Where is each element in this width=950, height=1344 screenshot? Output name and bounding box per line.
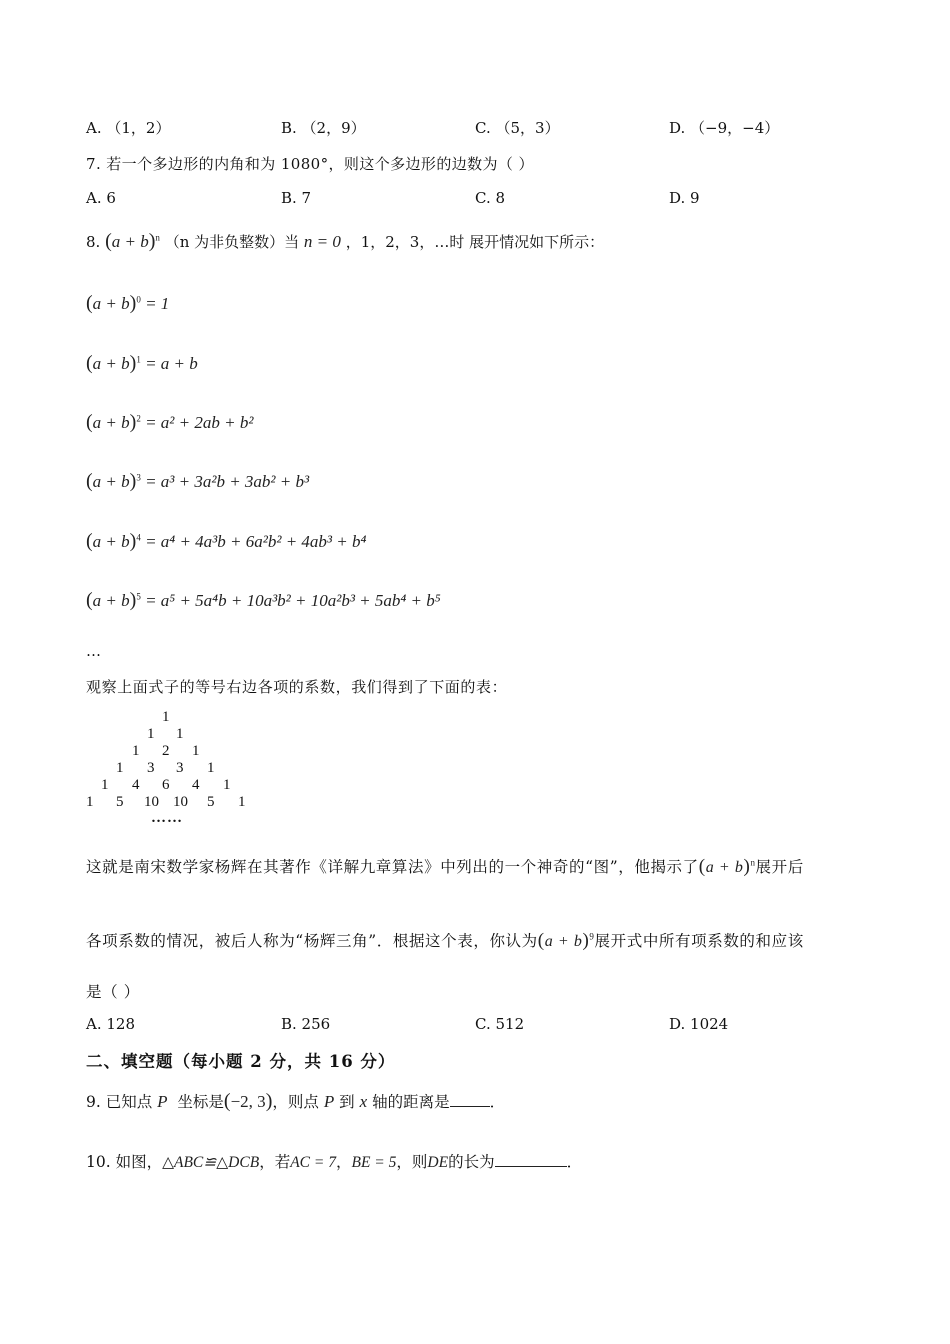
q8-option-d: D. 1024 [669,1015,729,1033]
q7-option-c: C. 8 [475,189,506,207]
q8-option-b: B. 256 [281,1015,331,1033]
q9-stem: 9. 已知点 P 坐标是(−2, 3)，则点 P 到 x 轴的距离是 ． [86,1090,506,1112]
triangle-cell: 1 [101,777,109,793]
triangle-dots: …… [151,810,183,826]
expansion-2: $(a + b)^2 = a^2 + 2ab + b^2$ [86,411,254,433]
q10-stem: 10. 如图，△ABC≌△DCB，若AC = 7，BE = 5，则DE的长为 ． [86,1153,583,1171]
q8-number: 8. [86,233,101,251]
expansion-ellipsis: … [86,642,101,660]
triangle-cell: 5 [116,794,124,810]
q7-option-b: B. 7 [281,189,312,207]
triangle-cell: 2 [162,743,170,759]
yanghui-paragraph-line1: 这就是南宋数学家杨辉在其著作《详解九章算法》中列出的一个神奇的“图”，他揭示了$(a + b)^n$展开后 [86,856,804,877]
triangle-cell: 4 [132,777,140,793]
q7-option-d: D. 9 [669,189,700,207]
expansion-3: $(a + b)^3 = a^3 + 3a^2b + 3ab^2 + b^3$ [86,470,310,492]
q8-stem-middle: （n 为非负整数）当 [164,233,300,251]
q8-option-c: C. 512 [475,1015,525,1033]
q7-option-a: A. 6 [86,189,116,207]
q6-option-c: C. （5，3） [475,119,560,137]
triangle-cell: 1 [132,743,140,759]
observe-text: 观察上面式子的等号右边各项的系数，我们得到了下面的表： [86,678,508,696]
q9-answer-blank[interactable] [450,1092,490,1107]
triangle-cell: 1 [207,760,215,776]
triangle-cell: 3 [176,760,184,776]
triangle-cell: 1 [192,743,200,759]
section-heading: 二、填空题（每小题 2 分，共 16 分） [86,1052,396,1071]
triangle-cell: 5 [207,794,215,810]
q8-exp-n: n [155,232,160,243]
expansion-0: $(a + b)^0 = 1$ [86,292,170,314]
expansion-1: $(a + b)^1 = a + b$ [86,352,198,374]
triangle-cell: 1 [176,726,184,742]
expansion-5: $(a + b)^5 = a^5 + 5a^4b + 10a^3b^2 + 10a^2b^3 + 5ab^4 + b^5$ [86,589,441,611]
triangle-cell: 10 [144,794,159,810]
triangle-cell: 1 [147,726,155,742]
triangle-cell: 10 [173,794,188,810]
q8-binomial: $(a + b)^n$ [105,230,160,252]
triangle-cell: 1 [238,794,246,810]
q8-n-eq: n = 0 [303,232,341,251]
q10-answer-blank[interactable] [495,1152,567,1167]
q6-option-b: B. （2，9） [281,119,366,137]
triangle-cell: 1 [162,709,170,725]
q8-option-a: A. 128 [86,1015,135,1033]
yanghui-paragraph-line2: 各项系数的情况，被后人称为“杨辉三角”．根据这个表，你认为$(a + b)^9$展开式中所有项系数的和应该 [86,930,804,951]
triangle-cell: 4 [192,777,200,793]
q6-option-d: D. （−9，−4） [669,119,780,137]
triangle-cell: 6 [162,777,170,793]
triangle-cell: 1 [86,794,94,810]
yanghui-paragraph-line3: 是（ ） [86,983,140,1001]
triangle-cell: 1 [223,777,231,793]
q6-option-a: A. （1，2） [86,119,171,137]
q8-stem [86,230,604,253]
triangle-cell: 3 [147,760,155,776]
expansion-4: $(a + b)^4 = a^4 + 4a^3b + 6a^2b^2 + 4ab^3 + b^4$ [86,530,367,552]
q8-stem-end: ，1，2，3，…时 展开情况如下所示： [345,233,605,251]
triangle-cell: 1 [116,760,124,776]
q7-stem: 7. 若一个多边形的内角和为 1080°，则这个多边形的边数为（ ） [86,155,534,173]
